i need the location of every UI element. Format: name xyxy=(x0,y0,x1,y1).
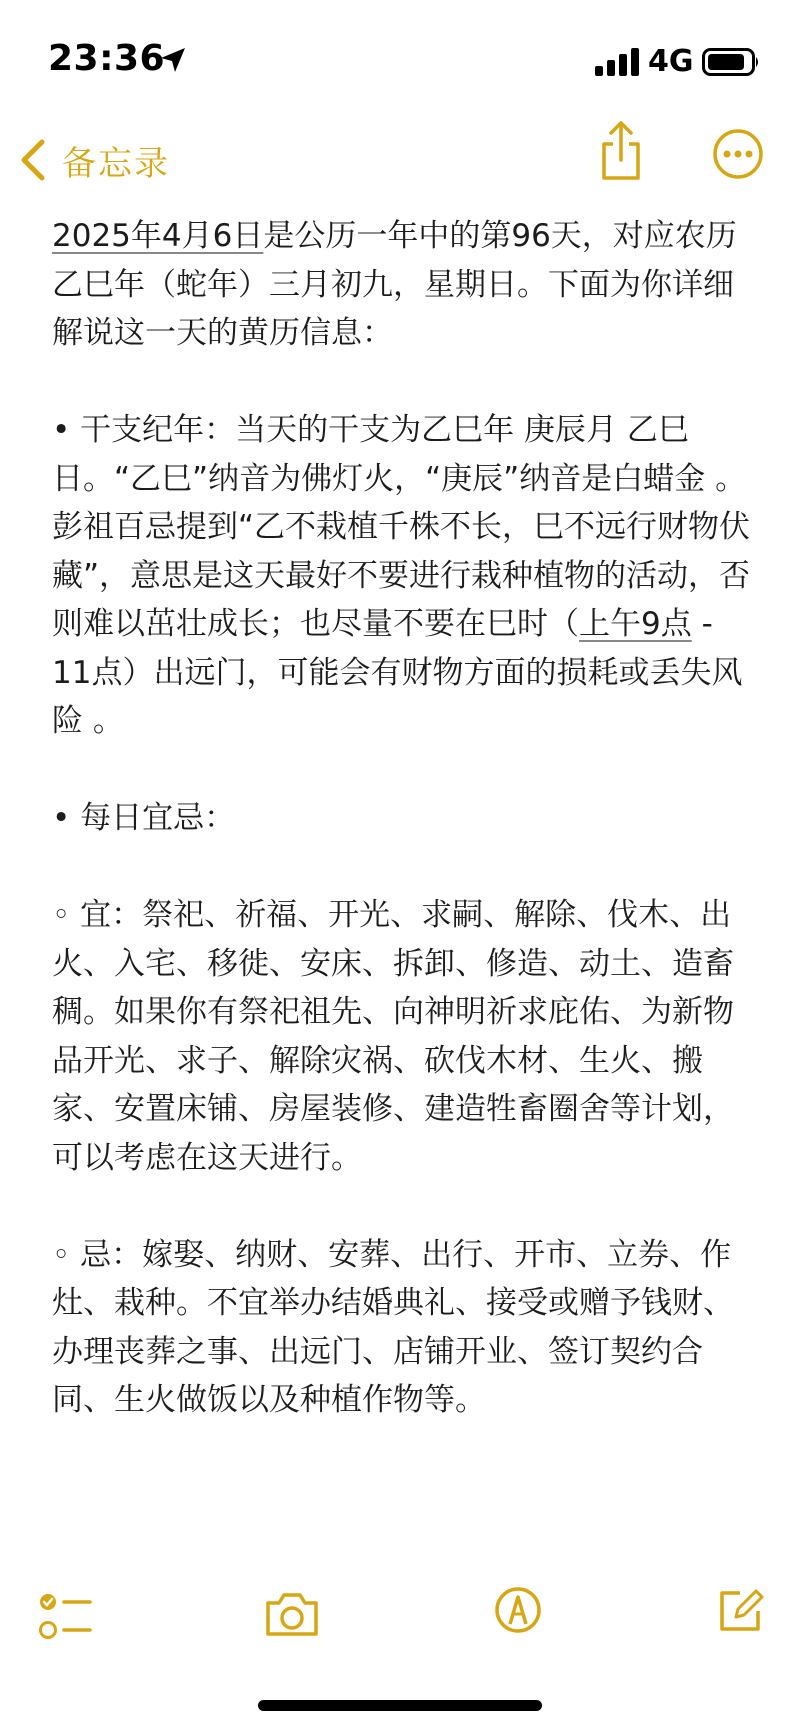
chevron-left-icon xyxy=(18,138,48,182)
ji-paragraph: ◦ 忌：嫁娶、纳财、安葬、出行、开市、立券、作灶、栽种。不宜举办结婚典礼、接受或赠予钱财、办理丧葬之事、出远门、店铺开业、签订契约合同、生火做饭以及种植作物等。 xyxy=(52,1236,734,1418)
note-intro xyxy=(52,212,762,358)
date-link[interactable]: 2025年4月6日 xyxy=(52,218,264,254)
battery-icon xyxy=(702,48,760,76)
yiji-heading: • 每日宜忌： xyxy=(52,800,236,836)
location-arrow-icon xyxy=(158,45,188,75)
back-button[interactable] xyxy=(18,130,170,190)
ganzhi-text-1: • 干支纪年：当天的干支为乙巳年 庚辰月 乙巳日。“乙巳”纳音为佛灯火，“庚辰”纳音是白蜡金 。彭祖百忌提到“乙不栽植千株不长，巳不远行财物伏藏”，意思是这天最好不要进行栽种植物的活动，否则难以茁壮成长；也尽量不要在巳时（ xyxy=(52,412,751,642)
note-body[interactable] xyxy=(52,212,762,1425)
status-time: 23:36 xyxy=(48,38,166,79)
bottom-toolbar xyxy=(0,1575,800,1665)
yi-paragraph: ◦ 宜：祭祀、祈福、开光、求嗣、解除、伐木、出火、入宅、移徙、安床、拆卸、修造、动土、造畜稠。如果你有祭祀祖先、向神明祈求庇佑、为新物品开光、求子、解除灾祸、砍伐木材、生火、搬家、安置床铺、房屋装修、建造牲畜圈舍等计划，可以考虑在这天进行。 xyxy=(52,897,734,1176)
network-type: 4G xyxy=(648,44,694,79)
ganzhi-paragraph xyxy=(52,406,762,746)
more-icon[interactable] xyxy=(712,128,764,180)
camera-icon[interactable] xyxy=(263,1589,321,1639)
back-label: 备忘录 xyxy=(62,143,170,184)
status-bar xyxy=(0,0,800,120)
share-icon[interactable] xyxy=(598,120,644,182)
home-indicator xyxy=(258,1700,542,1711)
checklist-icon[interactable] xyxy=(38,1589,94,1643)
intro-text: 是公历一年中的第96天，对应农历乙巳年（蛇年）三月初九，星期日。下面为你详细解说这一天的黄历信息： xyxy=(52,218,737,351)
ganzhi-text-2: - 11点）出远门，可能会有财物方面的损耗或丢失风险 。 xyxy=(52,606,743,739)
time-link[interactable]: 上午9点 xyxy=(579,606,692,642)
markup-pen-icon[interactable] xyxy=(494,1586,542,1634)
signal-bars-icon xyxy=(595,48,639,76)
nav-bar xyxy=(0,120,800,210)
compose-icon[interactable] xyxy=(716,1587,764,1635)
